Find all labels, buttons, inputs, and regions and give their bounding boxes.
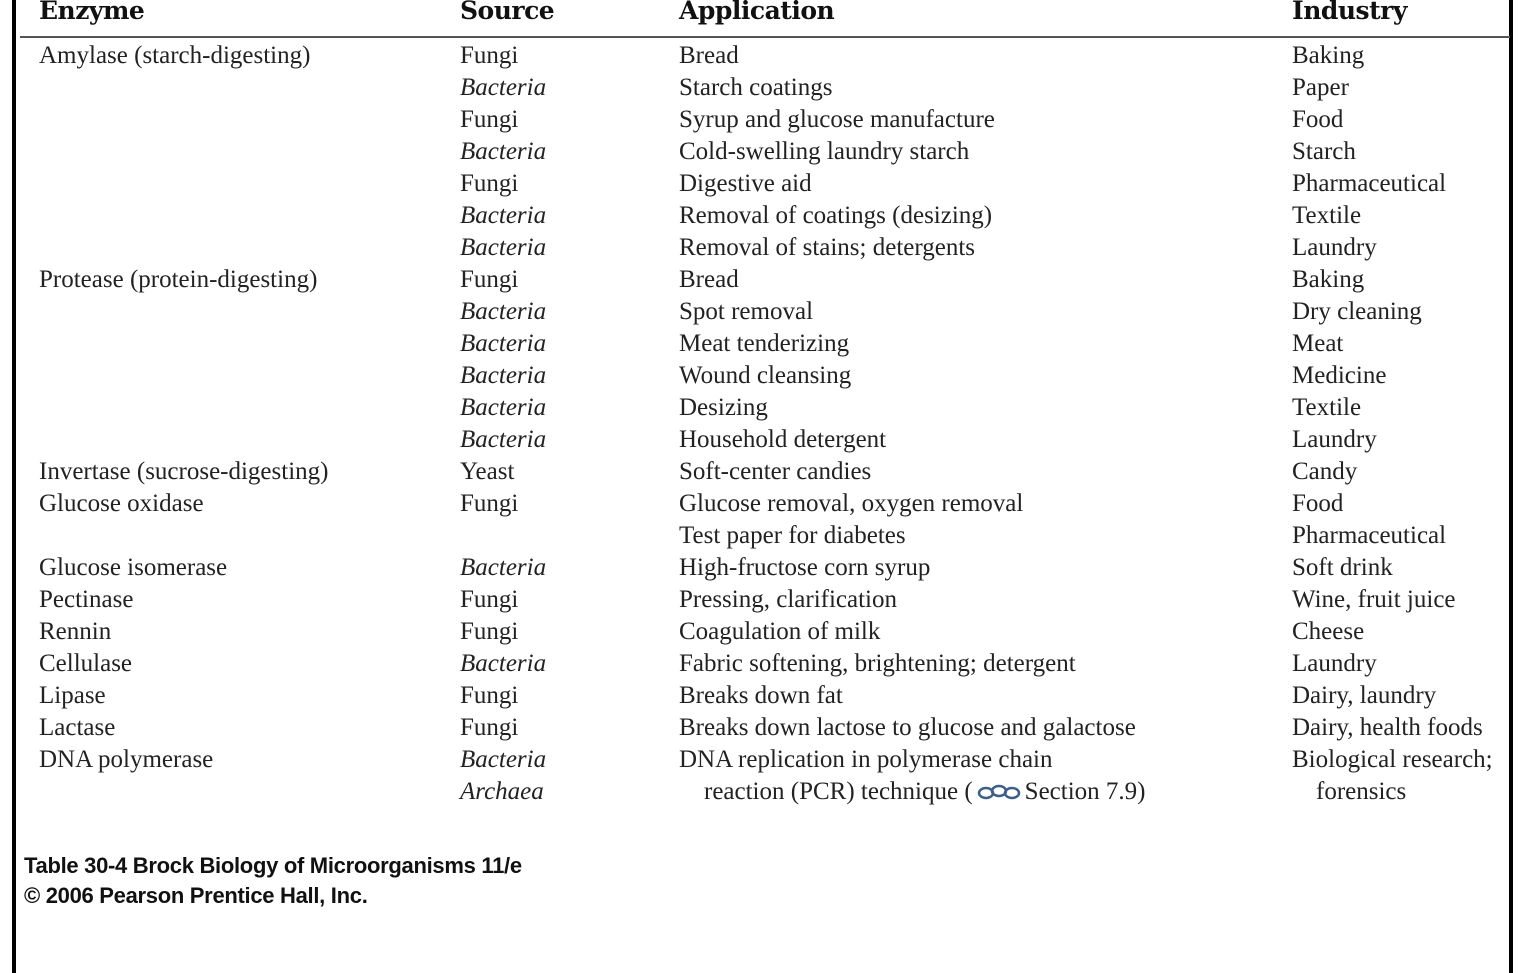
- industry-cell: Baking: [1292, 266, 1365, 293]
- caption-title: Table 30-4 Brock Biology of Microorganisms 11/e: [24, 853, 522, 878]
- table-row: [0, 232, 1509, 264]
- industry-cell: Laundry: [1292, 426, 1377, 453]
- application-cell: Removal of stains; detergents: [679, 234, 976, 261]
- header-industry: Industry: [1292, 0, 1407, 25]
- application-cell: Fabric softening, brightening; detergent: [679, 650, 1076, 677]
- table-row: [0, 392, 1509, 424]
- industry-cell: Laundry: [1292, 234, 1377, 261]
- table-row: [0, 584, 1509, 616]
- application-cell: Household detergent: [679, 426, 887, 453]
- enzyme-cell: Cellulase: [39, 650, 133, 677]
- source-cell: Yeast: [460, 458, 515, 485]
- table-row: [0, 168, 1509, 200]
- table-row: [0, 200, 1509, 232]
- application-cell: Digestive aid: [679, 170, 812, 197]
- source-cell: Bacteria: [460, 554, 547, 581]
- enzyme-cell: Pectinase: [39, 586, 134, 613]
- table-row: [0, 552, 1509, 584]
- table-row: [0, 648, 1509, 680]
- application-cell: High-fructose corn syrup: [679, 554, 931, 581]
- industry-cell: Textile: [1292, 202, 1362, 229]
- page-border-right: [1509, 0, 1513, 973]
- source-cell: Bacteria: [460, 746, 547, 773]
- header-enzyme: Enzyme: [39, 0, 145, 25]
- industry-cell: forensics: [1316, 778, 1407, 805]
- enzyme-cell: Amylase (starch-digesting): [39, 42, 311, 69]
- application-cell: Removal of coatings (desizing): [679, 202, 993, 229]
- application-text: reaction (PCR) technique (: [704, 778, 973, 805]
- source-cell: Bacteria: [460, 138, 547, 165]
- industry-cell: Textile: [1292, 394, 1362, 421]
- industry-cell: Starch: [1292, 138, 1356, 165]
- application-cell: Starch coatings: [679, 74, 833, 101]
- caption-copyright: © 2006 Pearson Prentice Hall, Inc.: [24, 883, 368, 908]
- source-cell: Archaea: [460, 778, 544, 805]
- chain-link-icon: [977, 777, 1021, 809]
- application-cell: Glucose removal, oxygen removal: [679, 490, 1024, 517]
- source-cell: Fungi: [460, 682, 519, 709]
- section-link[interactable]: Section 7.9): [1024, 778, 1146, 805]
- industry-cell: Food: [1292, 106, 1344, 133]
- enzyme-cell: Lipase: [39, 682, 106, 709]
- table-row: [0, 296, 1509, 328]
- enzyme-cell: Invertase (sucrose-digesting): [39, 458, 329, 485]
- table-row: [0, 424, 1509, 456]
- source-cell: Fungi: [460, 490, 519, 517]
- source-cell: Fungi: [460, 586, 519, 613]
- table-row: [0, 680, 1509, 712]
- industry-cell: Laundry: [1292, 650, 1377, 677]
- industry-cell: Dairy, health foods: [1292, 714, 1483, 741]
- header-rule: [20, 36, 1510, 38]
- industry-cell: Wine, fruit juice: [1292, 586, 1456, 613]
- table-row: [0, 776, 1509, 808]
- source-cell: Bacteria: [460, 202, 547, 229]
- enzyme-cell: Protease (protein-digesting): [39, 266, 318, 293]
- header-source: Source: [460, 0, 555, 25]
- table-row: [0, 616, 1509, 648]
- application-cell: Test paper for diabetes: [679, 522, 906, 549]
- source-cell: Bacteria: [460, 650, 547, 677]
- enzyme-cell: DNA polymerase: [39, 746, 214, 773]
- source-cell: Bacteria: [460, 298, 547, 325]
- source-cell: Bacteria: [460, 426, 547, 453]
- industry-cell: Candy: [1292, 458, 1358, 485]
- enzyme-cell: Glucose oxidase: [39, 490, 204, 517]
- source-cell: Fungi: [460, 618, 519, 645]
- application-cell: Spot removal: [679, 298, 814, 325]
- industry-cell: Dry cleaning: [1292, 298, 1422, 325]
- industry-cell: Paper: [1292, 74, 1349, 101]
- application-cell: Breaks down fat: [679, 682, 843, 709]
- header-application: Application: [679, 0, 835, 25]
- table-row: [0, 40, 1509, 72]
- industry-cell: Dairy, laundry: [1292, 682, 1437, 709]
- application-cell: Bread: [679, 266, 739, 293]
- source-cell: Bacteria: [460, 74, 547, 101]
- industry-cell: Medicine: [1292, 362, 1387, 389]
- industry-cell: Baking: [1292, 42, 1365, 69]
- industry-cell: Meat: [1292, 330, 1344, 357]
- application-cell: Bread: [679, 42, 739, 69]
- application-cell: [679, 776, 1146, 809]
- table-row: [0, 72, 1509, 104]
- application-cell: Pressing, clarification: [679, 586, 897, 613]
- source-cell: Fungi: [460, 42, 519, 69]
- industry-cell: Pharmaceutical: [1292, 522, 1447, 549]
- application-cell: Syrup and glucose manufacture: [679, 106, 995, 133]
- industry-cell: Cheese: [1292, 618, 1365, 645]
- application-cell: Meat tenderizing: [679, 330, 850, 357]
- application-cell: Soft-center candies: [679, 458, 872, 485]
- source-cell: Bacteria: [460, 394, 547, 421]
- application-cell: Desizing: [679, 394, 768, 421]
- industry-cell: Biological research;: [1292, 746, 1493, 773]
- enzyme-cell: Lactase: [39, 714, 116, 741]
- table-row: [0, 456, 1509, 488]
- source-cell: Fungi: [460, 714, 519, 741]
- source-cell: Bacteria: [460, 234, 547, 261]
- table-row: [0, 136, 1509, 168]
- source-cell: Bacteria: [460, 330, 547, 357]
- source-cell: Fungi: [460, 266, 519, 293]
- table-row: [0, 712, 1509, 744]
- application-cell: DNA replication in polymerase chain: [679, 746, 1053, 773]
- application-cell: Coagulation of milk: [679, 618, 881, 645]
- application-cell: Wound cleansing: [679, 362, 852, 389]
- application-cell: Cold-swelling laundry starch: [679, 138, 970, 165]
- table-row: [0, 264, 1509, 296]
- enzyme-cell: Rennin: [39, 618, 112, 645]
- source-cell: Fungi: [460, 106, 519, 133]
- table-row: [0, 104, 1509, 136]
- table-row: [0, 328, 1509, 360]
- industry-cell: Food: [1292, 490, 1344, 517]
- enzyme-cell: Glucose isomerase: [39, 554, 228, 581]
- table-row: [0, 520, 1509, 552]
- industry-cell: Soft drink: [1292, 554, 1393, 581]
- source-cell: Bacteria: [460, 362, 547, 389]
- source-cell: Fungi: [460, 170, 519, 197]
- industry-cell: Pharmaceutical: [1292, 170, 1447, 197]
- application-cell: Breaks down lactose to glucose and galactose: [679, 714, 1136, 741]
- table-row: [0, 744, 1509, 776]
- table-row: [0, 360, 1509, 392]
- table-row: [0, 488, 1509, 520]
